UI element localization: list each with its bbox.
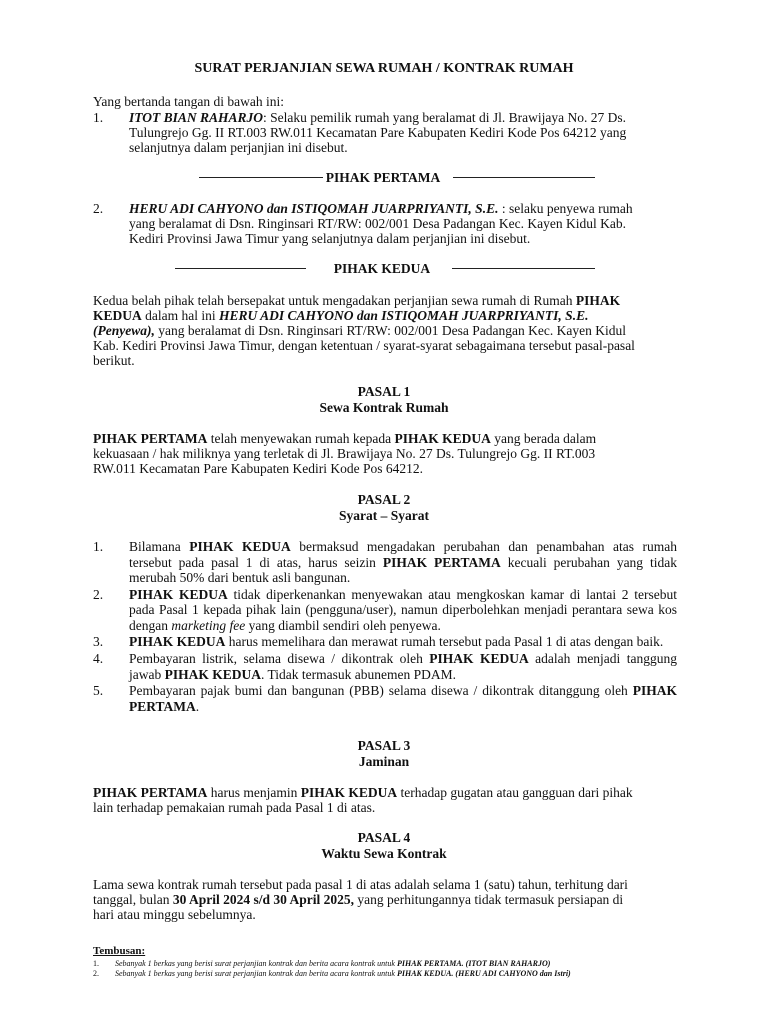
list-item-text — [129, 683, 677, 714]
list-item-text — [129, 539, 677, 586]
pasal1-title: Sewa Kontrak Rumah — [319, 400, 449, 415]
tembusan-text-1: Sebanyak 1 berkas yang berisi surat perjanjian kontrak dan berita acara kontrak untuk — [115, 959, 397, 968]
tembusan-item-text — [115, 959, 550, 969]
list-item — [93, 969, 693, 979]
item4-b: PIHAK KEDUA — [429, 651, 529, 666]
pasal1-line3: RW.011 Kecamatan Pare Kabupaten Kediri Kode Pos 64212. — [93, 461, 424, 476]
pasal3-text-1a: PIHAK PERTAMA — [93, 785, 208, 800]
pasal1-number: PASAL 1 — [357, 384, 411, 399]
party1-line3: selanjutnya dalam perjanjian ini disebut. — [129, 140, 348, 155]
party2-line2: yang beralamat di Dsn. Ringinsari RT/RW: 002/001 Desa Padangan Kec. Kayen Kidul Kab. — [129, 216, 626, 231]
item2-f: marketing fee — [171, 617, 246, 633]
tembusan-bold-2: PIHAK KEDUA. (HERU ADI CAHYONO dan Istri) — [396, 968, 571, 978]
pasal1-text-1c: PIHAK KEDUA — [394, 431, 491, 446]
label-pihak-pertama: PIHAK PERTAMA — [325, 170, 441, 185]
pasal4-line2 — [93, 892, 677, 908]
list-item-number: 4. — [93, 651, 104, 666]
party1-line1 — [129, 110, 677, 126]
agreement-line2 — [93, 308, 677, 324]
agreement-text-2b: dalam hal ini — [141, 308, 219, 323]
agreement-text-2c: HERU ADI CAHYONO dan ISTIQOMAH JUARPRIYANTI, S.E. — [219, 308, 589, 323]
agreement-text-3b: yang beralamat di Dsn. Ringinsari RT/RW: 002/001 Desa Padangan Kec. Kayen Kidul — [154, 323, 626, 338]
agreement-text-1a: Kedua belah pihak telah bersepakat untuk mengadakan perjanjian sewa rumah di Rumah — [93, 293, 576, 308]
party1-number: 1. — [93, 110, 104, 125]
agreement-line3 — [93, 323, 677, 339]
pasal2-title: Syarat – Syarat — [339, 508, 429, 523]
item2-c: tidak diperkenankan menyewakan atau mengkoskan kamar di lantai 2 tersebut pada Pasal 1 kepada pihak lain (pengguna/user), namun diperbolehkan menjadi perantara sewa kos dengan — [129, 586, 677, 633]
agreement-text-3a: (Penyewa), — [93, 323, 155, 338]
item1-c: bermaksud mengadakan perubahan dan penambahan atas rumah tersebut pada pasal 1 di atas, harus seizin — [129, 539, 677, 570]
item2-b: PIHAK KEDUA — [129, 586, 228, 602]
list-item — [93, 539, 677, 586]
pasal4-text-2c: yang perhitungannya tidak termasuk persiapan di — [354, 892, 624, 907]
list-item-number: 3. — [93, 634, 104, 649]
item3-c: harus memelihara dan merawat rumah tersebut pada Pasal 1 di atas dengan baik. — [225, 634, 664, 649]
list-item-text — [129, 634, 677, 650]
list-item-text — [129, 651, 677, 682]
tembusan-list — [93, 959, 693, 978]
agreement-text-2a: KEDUA — [93, 308, 142, 323]
pasal1-line2: kekuasaan / hak miliknya yang terletak di Jl. Brawijaya No. 27 Ds. Tulungrejo Gg. II RT.003 — [93, 446, 596, 461]
item5-a: Pembayaran pajak bumi dan bangunan (PBB) selama disewa / dikontrak ditanggung oleh — [129, 683, 633, 698]
list-item — [93, 634, 677, 650]
item1-e: kecuali perubahan yang tidak merubah 50% dari bentuk asli bangunan. — [129, 554, 677, 585]
item5-c: . — [195, 698, 200, 714]
pasal3-line1 — [93, 785, 677, 801]
pasal1-text-1a: PIHAK PERTAMA — [93, 431, 208, 446]
separator-line-left — [199, 177, 323, 178]
item2-e: yang diambil sendiri oleh penyewa. — [245, 617, 441, 633]
document-title: SURAT PERJANJIAN SEWA RUMAH / KONTRAK RUMAH — [194, 61, 574, 76]
list-item-number: 2. — [93, 586, 104, 602]
party2-line1 — [129, 201, 677, 217]
agreement-text-1b: PIHAK — [575, 293, 621, 308]
tembusan-item-number: 1. — [93, 959, 99, 968]
tembusan-label: Tembusan: — [93, 945, 146, 957]
list-item — [93, 959, 693, 969]
pasal1-line1 — [93, 431, 677, 447]
party1-line2: Tulungrejo Gg. II RT.003 RW.011 Kecamatan Pare Kabupaten Kediri Kode Pos 64212 yang — [129, 125, 627, 140]
tembusan-text-2: Sebanyak 1 berkas yang berisi surat perjanjian kontrak dan berita acara kontrak untuk — [115, 968, 397, 978]
item5-b: PIHAK PERTAMA — [129, 683, 677, 714]
label-pihak-kedua: PIHAK KEDUA — [333, 261, 431, 276]
pasal4-heading — [0, 830, 768, 862]
pasal1-heading — [0, 384, 768, 416]
party2-line3: Kediri Provinsi Jawa Timur yang selanjutnya dalam perjanjian ini disebut. — [129, 231, 531, 246]
tembusan-item-number: 2. — [93, 968, 99, 978]
list-item-text — [129, 587, 677, 634]
party2-name: HERU ADI CAHYONO dan ISTIQOMAH JUARPRIYANTI, S.E. — [129, 201, 499, 216]
pasal3-text-1b: harus menjamin — [207, 785, 301, 800]
item3-b: PIHAK KEDUA — [129, 634, 226, 649]
agreement-line1 — [93, 293, 677, 309]
agreement-line4: Kab. Kediri Provinsi Jawa Timur, dengan ketentuan / syarat-syarat sebagaimana tersebut pasal-pasal — [93, 338, 635, 353]
pasal3-title: Jaminan — [358, 754, 410, 769]
pasal4-text-2b: 30 April 2024 s/d 30 April 2025, — [172, 892, 355, 907]
pasal4-number: PASAL 4 — [357, 830, 411, 845]
item4-d: PIHAK KEDUA — [164, 666, 261, 682]
pasal1-text-1b: telah menyewakan rumah kepada — [207, 431, 395, 446]
pasal4-line3: hari atau minggu sebelumnya. — [93, 907, 256, 922]
pasal4-line1: Lama sewa kontrak rumah tersebut pada pasal 1 di atas adalah selama 1 (satu) tahun, terhitung dari — [93, 877, 628, 892]
item1-a: Bilamana — [129, 539, 190, 554]
pasal1-text-1d: yang berada dalam — [490, 431, 597, 446]
item1-d: PIHAK PERTAMA — [382, 554, 501, 570]
list-item — [93, 651, 677, 682]
agreement-line5: berikut. — [93, 353, 135, 368]
party1-name: ITOT BIAN RAHARJO — [129, 110, 264, 125]
pasal2-heading — [0, 492, 768, 524]
list-item-number: 1. — [93, 539, 104, 554]
pasal4-title: Waktu Sewa Kontrak — [321, 846, 447, 861]
pasal3-heading — [0, 738, 768, 770]
party1-desc: : Selaku pemilik rumah yang beralamat di Jl. Brawijaya No. 27 Ds. — [263, 110, 626, 125]
item4-e: . Tidak termasuk abunemen PDAM. — [261, 666, 456, 682]
pasal2-number: PASAL 2 — [357, 492, 411, 507]
pasal4-text-2a: tanggal, bulan — [93, 892, 173, 907]
list-item — [93, 683, 677, 714]
item1-b: PIHAK KEDUA — [189, 539, 291, 554]
pasal3-text-1c: PIHAK KEDUA — [300, 785, 398, 800]
party2-desc: : selaku penyewa rumah — [498, 201, 633, 216]
list-item — [93, 587, 677, 634]
separator-line-left-2 — [175, 268, 306, 269]
pasal3-line2: lain terhadap pemakaian rumah pada Pasal 1 di atas. — [93, 800, 376, 815]
tembusan-bold-1: PIHAK PERTAMA. (ITOT BIAN RAHARJO) — [396, 959, 551, 968]
tembusan-item-text — [115, 969, 571, 979]
separator-line-right — [453, 177, 595, 178]
list-item-number: 5. — [93, 683, 104, 698]
item4-c: adalah menjadi tanggung jawab — [129, 651, 677, 682]
pasal3-text-1d: terhadap gugatan atau gangguan dari pihak — [397, 785, 633, 800]
intro-text: Yang bertanda tangan di bawah ini: — [93, 94, 284, 109]
pasal2-list — [93, 539, 677, 714]
item4-a: Pembayaran listrik, selama disewa / dikontrak oleh — [129, 651, 430, 666]
party2-number: 2. — [93, 201, 104, 216]
pasal3-number: PASAL 3 — [357, 738, 411, 753]
separator-line-right-2 — [452, 268, 595, 269]
